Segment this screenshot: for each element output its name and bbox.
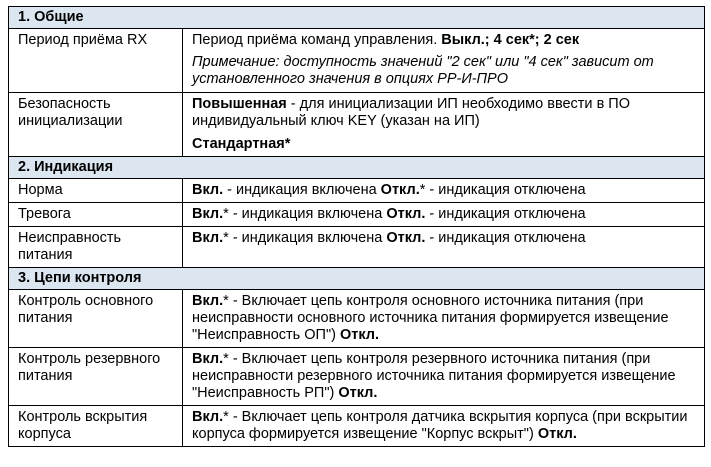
off-label: Откл. <box>386 206 426 222</box>
section-header-indication <box>9 157 705 179</box>
control-desc: * - Включает цепь контроля основного источника питания (при неисправности основного источника питания формируется извещение "Неисправность ОП") <box>192 293 669 343</box>
param-desc <box>183 179 705 203</box>
option-label: Повышенная <box>192 96 287 112</box>
section-header-control <box>9 268 705 290</box>
on-desc: * - индикация включена <box>223 230 387 246</box>
off-label: Откл. <box>339 327 380 343</box>
on-label: Вкл. <box>192 409 224 425</box>
on-label: Вкл. <box>192 230 224 246</box>
option-label: Стандартная* <box>192 136 291 152</box>
param-name: Период приёма RX <box>9 29 183 93</box>
param-desc <box>183 93 705 157</box>
param-name: Контроль основного питания <box>9 290 183 348</box>
settings-table <box>8 6 705 447</box>
desc-text: Период приёма команд управления. <box>192 32 442 48</box>
table-row <box>9 93 705 157</box>
on-label: Вкл. <box>192 293 224 309</box>
off-desc: * - индикация отключена <box>419 182 586 198</box>
param-desc <box>183 290 705 348</box>
off-desc: - индикация отключена <box>425 230 586 246</box>
table-row <box>9 290 705 348</box>
param-desc <box>183 227 705 268</box>
param-name: Безопасность инициализации <box>9 93 183 157</box>
on-desc: - индикация включена <box>223 182 381 198</box>
section-title: 3. Цепи контроля <box>9 268 705 290</box>
off-label: Откл. <box>386 230 426 246</box>
table-row <box>9 179 705 203</box>
off-label: Откл. <box>338 385 378 401</box>
section-header-general <box>9 7 705 29</box>
param-name: Неисправность питания <box>9 227 183 268</box>
param-desc <box>183 203 705 227</box>
note-text: Примечание: доступность значений "2 сек" или "4 сек" зависит от установленного значения в опциях РР-И-ПРО <box>192 54 654 87</box>
table-row <box>9 406 705 447</box>
off-desc: - индикация отключена <box>425 206 586 222</box>
on-desc: * - индикация включена <box>223 206 387 222</box>
off-label: Откл. <box>537 426 577 442</box>
table-row <box>9 203 705 227</box>
on-label: Вкл. <box>192 206 224 222</box>
param-name: Контроль резервного питания <box>9 348 183 406</box>
table-row <box>9 227 705 268</box>
param-name: Тревога <box>9 203 183 227</box>
control-desc: * - Включает цепь контроля резервного источника питания (при неисправности резервного источника питания формируется извещение "Неисправность РП") <box>192 351 676 401</box>
param-name: Контроль вскрытия корпуса <box>9 406 183 447</box>
table-row <box>9 348 705 406</box>
section-title: 1. Общие <box>9 7 705 29</box>
option-desc: - для инициализации ИП необходимо ввести в ПО индивидуальный ключ KEY (указан на ИП) <box>192 96 630 129</box>
table-row <box>9 29 705 93</box>
param-name: Норма <box>9 179 183 203</box>
param-desc <box>183 406 705 447</box>
on-label: Вкл. <box>192 351 224 367</box>
values-text: Выкл.; 4 сек*; 2 сек <box>441 32 580 48</box>
off-label: Откл. <box>380 182 420 198</box>
param-desc <box>183 348 705 406</box>
section-title: 2. Индикация <box>9 157 705 179</box>
on-label: Вкл. <box>192 182 224 198</box>
control-desc: * - Включает цепь контроля датчика вскрытия корпуса (при вскрытии корпуса формируется извещение "Корпус вскрыт") <box>192 409 688 442</box>
param-desc <box>183 29 705 93</box>
